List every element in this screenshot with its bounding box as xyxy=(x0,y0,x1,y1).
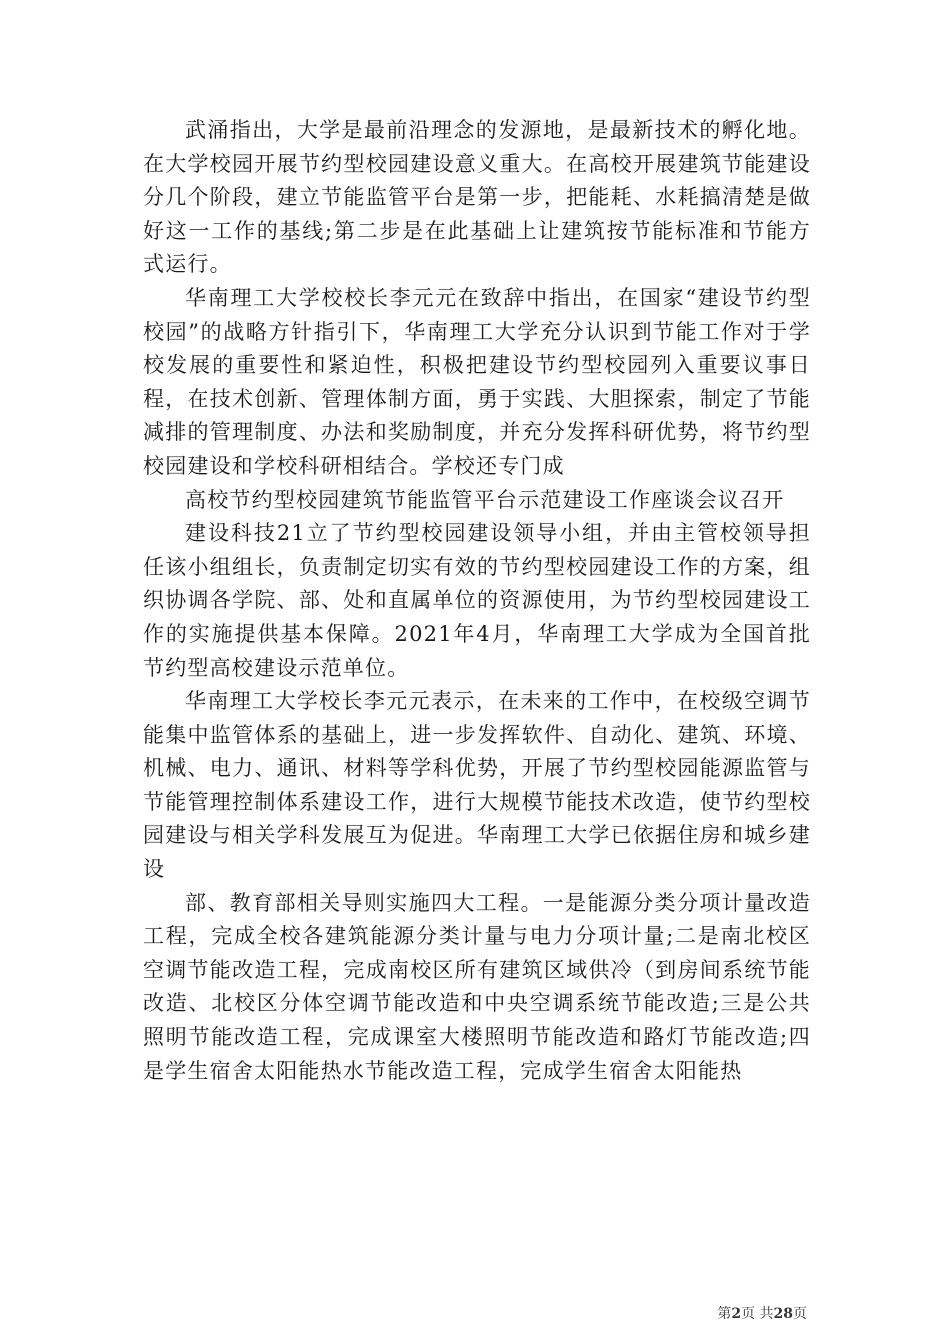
footer-suffix: 页 xyxy=(793,1306,807,1322)
paragraph: 华南理工大学校校长李元元在致辞中指出，在国家“建设节约型校园”的战略方针指引下，华南理工大学充分认识到节能工作对于学校发展的重要性和紧迫性，积极把建设节约型校园列入重要议事日程，在技术创新、管理体制方面，勇于实践、大胆探索，制定了节能减排的管理制度、办法和奖励制度，并充分发挥科研优势，将节约型校园建设和学校科研相结合。学校还专门成 xyxy=(143,285,811,478)
current-page-number: 2 xyxy=(731,1306,742,1322)
footer-middle: 页 共 xyxy=(741,1306,774,1322)
footer-prefix: 第 xyxy=(717,1306,732,1322)
total-pages-number: 28 xyxy=(773,1306,793,1322)
paragraph: 建设科技21立了节约型校园建设领导小组，并由主管校领导担任该小组组长，负责制定切实有效的节约型校园建设工作的方案，组织协调各学院、部、处和直属单位的资源使用，为节约型校园建设工作的实施提供基本保障。2021年4月，华南理工大学成为全国首批节约型高校建设示范单位。 xyxy=(143,521,811,680)
document-body xyxy=(143,114,811,1088)
page-footer xyxy=(717,1303,807,1323)
paragraph: 部、教育部相关导则实施四大工程。一是能源分类分项计量改造工程，完成全校各建筑能源分类计量与电力分项计量;二是南北校区空调节能改造工程，完成南校区所有建筑区域供冷（到房间系统节能改造、北校区分体空调节能改造和中央空调系统节能改造;三是公共照明节能改造工程，完成课室大楼照明节能改造和路灯节能改造;四是学生宿舍太阳能热水节能改造工程，完成学生宿舍太阳能热 xyxy=(143,890,811,1083)
paragraph-heading: 高校节约型校园建筑节能监管平台示范建设工作座谈会议召开 xyxy=(185,487,785,512)
paragraph: 华南理工大学校长李元元表示，在未来的工作中，在校级空调节能集中监管体系的基础上，进一步发挥软件、自动化、建筑、环境、机械、电力、通讯、材料等学科优势，开展了节约型校园能源监管与节能管理控制体系建设工作，进行大规模节能技术改造，使节约型校园建设与相关学科发展互为促进。华南理工大学已依据住房和城乡建设 xyxy=(143,689,811,882)
paragraph: 武涌指出，大学是最前沿理念的发源地，是最新技术的孵化地。在大学校园开展节约型校园建设意义重大。在高校开展建筑节能建设分几个阶段，建立节能监管平台是第一步，把能耗、水耗搞清楚是做好这一工作的基线;第二步是在此基础上让建筑按节能标准和节能方式运行。 xyxy=(143,118,811,277)
